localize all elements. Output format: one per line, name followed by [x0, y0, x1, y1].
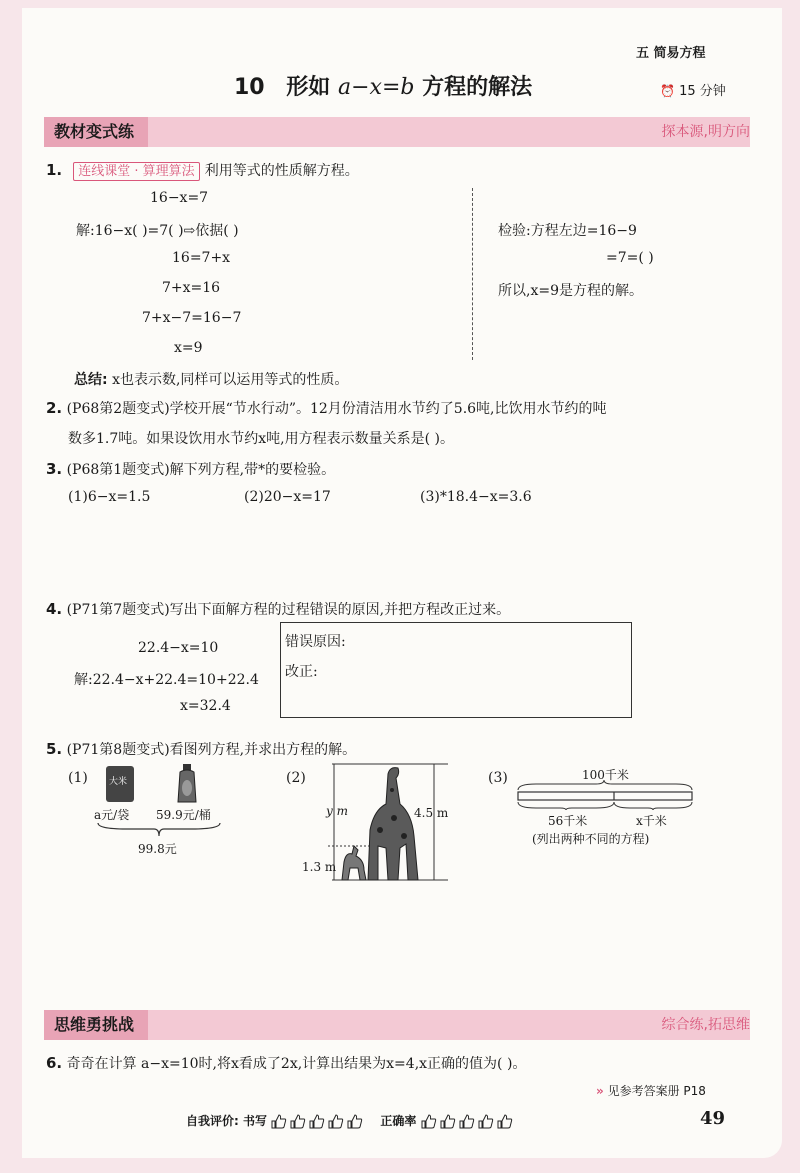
- time-text: 15 分钟: [679, 84, 726, 99]
- thumbs-up-icon[interactable]: [421, 1114, 437, 1129]
- sum-brace: [96, 821, 222, 839]
- error-reason-label: 错误原因:: [285, 634, 346, 650]
- segment-diagram: [516, 780, 696, 810]
- oil-bottle-icon: [176, 764, 198, 804]
- rice-bag-icon: [106, 766, 134, 802]
- answer-box[interactable]: [280, 622, 632, 718]
- question-number: 5.: [46, 740, 63, 758]
- question-1-header: [46, 160, 359, 181]
- correction-label: 改正:: [285, 664, 318, 680]
- question-text: 利用等式的性质解方程。: [204, 163, 359, 179]
- question-2-line-2: 数多1.7吨。如果设饮用水节约x吨,用方程表示数量关系是( )。: [68, 431, 454, 447]
- segment-total: 100千米: [582, 768, 629, 782]
- subquestion-3: (3)*18.4−x=3.6: [420, 489, 532, 505]
- subquestion-1: (1)6−x=1.5: [68, 489, 151, 505]
- question-text: (P71第8题变式)看图列方程,并求出方程的解。: [66, 742, 357, 758]
- summary: [74, 369, 348, 389]
- question-text: 奇奇在计算 a−x=10时,将x看成了2x,计算出结果为x=4,x正确的值为( )。: [66, 1056, 527, 1072]
- page: [22, 8, 782, 1158]
- self-eval-label: 自我评价:: [186, 1114, 239, 1128]
- thumbs-up-icon[interactable]: [328, 1114, 344, 1129]
- double-chevron-icon: »: [596, 1084, 604, 1098]
- check-line: 所以,x=9是方程的解。: [498, 283, 643, 299]
- segment-part-1: 56千米: [548, 814, 588, 828]
- self-evaluation: [186, 1112, 516, 1129]
- section-title: 教材变式练: [44, 117, 148, 147]
- figure-1-label: (1): [68, 770, 88, 786]
- wrong-solution-line: 解:22.4−x+22.4=10+22.4: [74, 672, 259, 688]
- giraffe-height-total: 4.5 m: [414, 806, 449, 820]
- question-number: 6.: [46, 1054, 63, 1072]
- equation-line: 7+x=16: [162, 280, 221, 296]
- question-2-line-1: [46, 398, 607, 418]
- rice-label: 大米: [109, 777, 128, 787]
- wrong-solution-line: x=32.4: [180, 698, 231, 714]
- section-subtitle: 综合练,拓思维: [661, 1017, 750, 1033]
- question-number: 1.: [46, 161, 63, 179]
- section-header-practice: [44, 117, 750, 147]
- thumbs-up-icon[interactable]: [309, 1114, 325, 1129]
- deer-height: 1.3 m: [302, 860, 337, 874]
- wrong-solution-line: 22.4−x=10: [138, 640, 219, 656]
- thumbs-up-icon[interactable]: [440, 1114, 456, 1129]
- equation-line: x=9: [174, 340, 203, 356]
- clock-icon: ⏰: [660, 84, 675, 98]
- page-number: 49: [700, 1108, 726, 1129]
- answer-reference-text: 见参考答案册 P18: [607, 1084, 706, 1098]
- title-suffix: 方程的解法: [422, 75, 533, 100]
- divider: [472, 188, 473, 360]
- segment-note: (列出两种不同的方程): [532, 832, 650, 846]
- writing-label: 书写: [243, 1114, 268, 1128]
- question-number: 2.: [46, 399, 63, 417]
- answer-reference: [596, 1082, 706, 1099]
- title-prefix: 形如: [286, 75, 331, 100]
- question-6: [46, 1053, 526, 1073]
- thumbs-up-icon[interactable]: [290, 1114, 306, 1129]
- price-a: a元/袋: [94, 808, 130, 822]
- segment-part-2: x千米: [636, 814, 667, 828]
- lesson-number: 10: [234, 75, 265, 100]
- figure-2-label: (2): [286, 770, 306, 786]
- thumbs-up-icon[interactable]: [478, 1114, 494, 1129]
- writing-thumbs[interactable]: [271, 1114, 370, 1128]
- question-tag: 连线课堂 · 算理算法: [73, 162, 199, 181]
- giraffe-height-y: y m: [326, 804, 348, 818]
- subquestion-2: (2)20−x=17: [244, 489, 331, 505]
- section-header-challenge: [44, 1010, 750, 1040]
- question-4-header: [46, 599, 510, 619]
- question-3-header: [46, 459, 335, 479]
- check-line: 检验:方程左边=16−9: [498, 223, 637, 239]
- summary-text: x也表示数,同样可以运用等式的性质。: [112, 372, 349, 388]
- thumbs-up-icon[interactable]: [459, 1114, 475, 1129]
- equation-line: 16=7+x: [172, 250, 231, 266]
- equation-line: 解:16−x( )=7( )⇨依据( ): [76, 223, 239, 239]
- thumbs-up-icon[interactable]: [497, 1114, 513, 1129]
- question-number: 4.: [46, 600, 63, 618]
- price-b: 59.9元/桶: [156, 808, 211, 822]
- equation-line: 7+x−7=16−7: [142, 310, 242, 326]
- thumbs-up-icon[interactable]: [271, 1114, 287, 1129]
- question-text: (P68第2题变式)学校开展“节水行动”。12月份清洁用水节约了5.6吨,比饮用水节约的吨: [66, 401, 607, 417]
- thumbs-up-icon[interactable]: [347, 1114, 363, 1129]
- summary-label: 总结:: [74, 372, 108, 388]
- question-5-header: [46, 739, 356, 759]
- check-line: =7=( ): [606, 250, 654, 266]
- title-math: a−x=b: [337, 75, 415, 100]
- accuracy-thumbs[interactable]: [421, 1114, 516, 1128]
- page-title: [234, 70, 532, 101]
- section-subtitle: 探本源,明方向: [661, 124, 750, 140]
- time-estimate: [660, 80, 726, 99]
- question-number: 3.: [46, 460, 63, 478]
- equation-line: 16−x=7: [150, 190, 209, 206]
- accuracy-label: 正确率: [380, 1114, 417, 1128]
- total-price: 99.8元: [138, 842, 177, 856]
- question-text: (P68第1题变式)解下列方程,带*的要检验。: [66, 462, 336, 478]
- question-text: (P71第7题变式)写出下面解方程的过程错误的原因,并把方程改正过来。: [66, 602, 511, 618]
- section-title: 思维勇挑战: [44, 1010, 148, 1040]
- figure-3-label: (3): [488, 770, 508, 786]
- chapter-label: 五 简易方程: [636, 46, 706, 61]
